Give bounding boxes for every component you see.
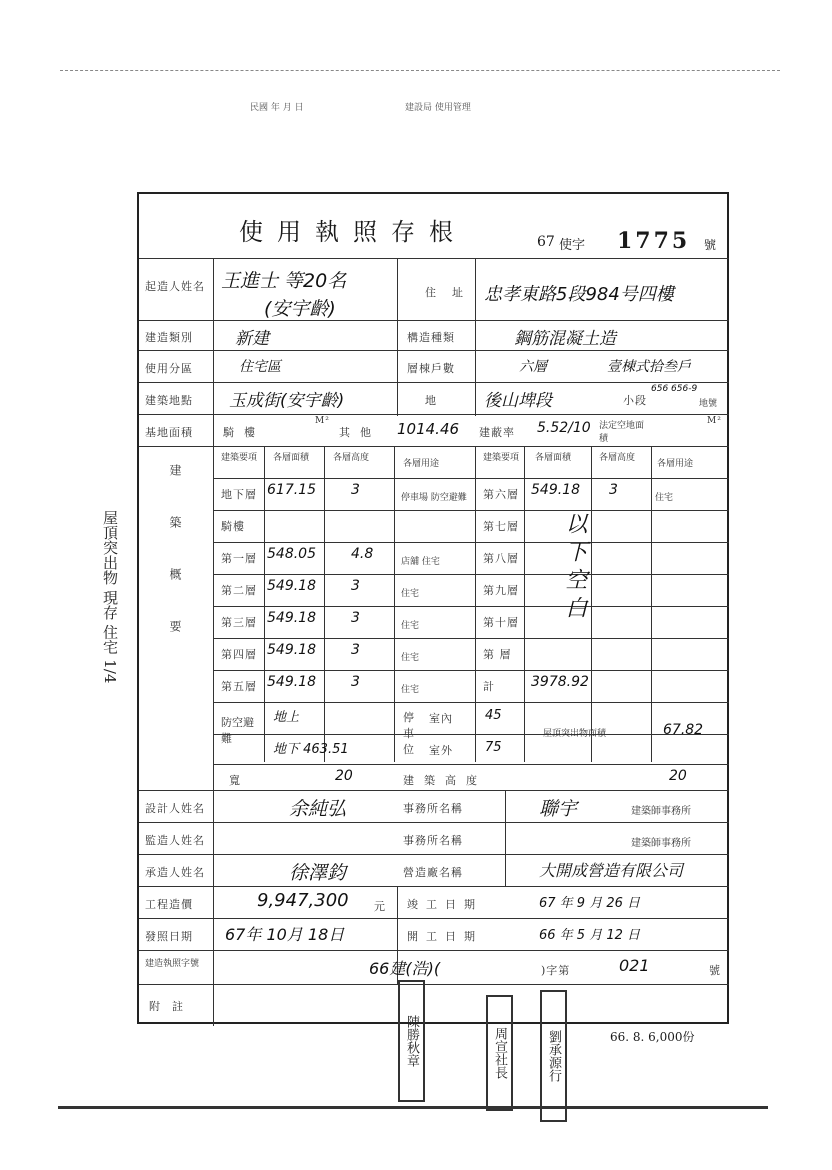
permit-no-suffix: 號 bbox=[709, 964, 721, 977]
floors-value: 六層 bbox=[519, 359, 547, 375]
year-prefix: 67 bbox=[537, 234, 555, 250]
top-scan-line bbox=[60, 70, 780, 71]
floor-use: 停車場 防空避難 bbox=[401, 493, 467, 503]
floor-name: 騎樓 bbox=[221, 520, 245, 533]
blank-note: 以下空白 bbox=[562, 512, 587, 624]
roof-label: 屋頂突出物面積 bbox=[543, 729, 607, 739]
site-label: 建築地點 bbox=[145, 394, 193, 407]
floor-name: 第二層 bbox=[221, 584, 257, 597]
floor-name: 地下層 bbox=[221, 488, 257, 501]
permit-value: 66建(浩)( bbox=[369, 959, 441, 978]
width-value: 20 bbox=[335, 768, 353, 784]
roof-value: 67.82 bbox=[663, 722, 704, 738]
cost-unit: 元 bbox=[374, 900, 386, 913]
seal-2: 周宣社長 bbox=[486, 995, 513, 1111]
floor-name: 第五層 bbox=[221, 680, 257, 693]
site-road: 玉成街(安宇齡) bbox=[229, 391, 345, 411]
build-type-label: 建造類別 bbox=[145, 331, 193, 344]
shelter-value-2: 地下 463.51 bbox=[273, 742, 349, 757]
hdr-use-right: 各層用途 bbox=[657, 459, 694, 469]
lots-suffix: 地號 bbox=[699, 399, 718, 409]
permit-no: 021 bbox=[619, 956, 650, 975]
issue-value: 67年 10月 18日 bbox=[225, 925, 345, 944]
completion-label: 竣工日期 bbox=[407, 898, 483, 911]
shelter-label: 防空避難 bbox=[221, 716, 254, 745]
permit-mid: )字第 bbox=[541, 964, 571, 977]
supervisor-label: 監造人姓名 bbox=[145, 834, 205, 847]
coverage-label: 建蔽率 bbox=[479, 426, 515, 439]
permit-form bbox=[137, 192, 729, 1024]
owner-value-2: (安宇齡) bbox=[264, 298, 336, 320]
top-stamp-left: 民國 年 月 日 bbox=[250, 103, 304, 113]
height-value: 20 bbox=[669, 768, 687, 784]
site-section: 後山埤段 bbox=[484, 391, 552, 411]
hdr-height-left: 各層高度 bbox=[333, 453, 370, 463]
floor-name: 第一層 bbox=[221, 552, 257, 565]
floor-height: 3 bbox=[351, 578, 360, 594]
contractor-firm: 大開成營造有限公司 bbox=[539, 861, 684, 880]
outdoor-label: 室外 bbox=[429, 744, 453, 757]
area-unit-2: M² bbox=[707, 416, 722, 426]
site-lots: 656 656-9 bbox=[651, 384, 698, 394]
cost-label: 工程造價 bbox=[145, 898, 193, 911]
hdr-area-left: 各層面積 bbox=[273, 453, 310, 463]
floor-height: 3 bbox=[351, 674, 360, 690]
floor-use: 住宅 bbox=[401, 653, 420, 663]
cost-value: 9,947,300 bbox=[257, 890, 349, 911]
width-label: 寬 bbox=[229, 774, 241, 787]
hdr-height-right: 各層高度 bbox=[599, 453, 636, 463]
floor-area: 548.05 bbox=[267, 546, 316, 562]
permit-label: 建造執照字號 bbox=[145, 959, 200, 969]
floors-label: 層棟戶數 bbox=[407, 362, 455, 375]
floor-use: 店舖 住宅 bbox=[401, 557, 440, 567]
site-land-label: 地 bbox=[425, 394, 437, 407]
start-value: 66 年 5 月 12 日 bbox=[539, 928, 641, 943]
floor-area: 549.18 bbox=[267, 610, 316, 626]
floor-name: 第三層 bbox=[221, 616, 257, 629]
arcade-label: 騎樓 bbox=[223, 426, 265, 439]
floor-name: 第六層 bbox=[483, 488, 519, 501]
other-label: 其他 bbox=[339, 426, 381, 439]
hdr-area-right: 各層面積 bbox=[535, 453, 572, 463]
floor-use: 住宅 bbox=[401, 589, 420, 599]
small-section-label: 小段 bbox=[623, 394, 647, 407]
form-title: 使用執照存根 bbox=[239, 218, 467, 246]
floor-area: 617.15 bbox=[267, 482, 316, 498]
coverage-value: 5.52/10 bbox=[537, 420, 591, 436]
architect-name: 余純弘 bbox=[289, 798, 347, 820]
structure-value: 鋼筋混凝土造 bbox=[514, 329, 616, 349]
floor-area: 549.18 bbox=[267, 642, 316, 658]
hdr-item-left: 建築要項 bbox=[221, 453, 258, 463]
completion-value: 67 年 9 月 26 日 bbox=[539, 896, 641, 911]
print-code: 66. 8. 6,000份 bbox=[610, 1030, 695, 1044]
floor-height: 3 bbox=[609, 482, 618, 498]
floor-name: 第八層 bbox=[483, 552, 519, 565]
height-label: 建築高度 bbox=[403, 774, 487, 787]
permit-number: 1775 bbox=[617, 228, 691, 254]
units-value: 壹棟式拾叁戶 bbox=[607, 359, 691, 375]
floor-area: 549.18 bbox=[267, 674, 316, 690]
seal-1: 陳勝秋章 bbox=[398, 980, 425, 1102]
supervisor-firm-label: 事務所名稱 bbox=[403, 834, 463, 847]
legal-space-label: 法定空地面積 bbox=[599, 421, 645, 444]
floor-height: 4.8 bbox=[351, 546, 374, 562]
zone-label: 使用分區 bbox=[145, 362, 193, 375]
seal-3: 劉承源行 bbox=[540, 990, 567, 1122]
architect-label: 設計人姓名 bbox=[145, 802, 205, 815]
note-label: 附註 bbox=[149, 1000, 195, 1013]
address-value: 忠孝東路5段984号四樓 bbox=[484, 284, 674, 305]
bottom-scan-line bbox=[58, 1106, 768, 1109]
floor-height: 3 bbox=[351, 610, 360, 626]
hdr-use-left: 各層用途 bbox=[403, 459, 440, 469]
construction-label: 建築概要 bbox=[168, 464, 182, 672]
address-label: 住址 bbox=[425, 286, 479, 299]
floor-use: 住宅 bbox=[401, 685, 420, 695]
issue-label: 發照日期 bbox=[145, 930, 193, 943]
floor-name: 第十層 bbox=[483, 616, 519, 629]
indoor-label: 室內 bbox=[429, 712, 453, 725]
parking-label: 停車位 bbox=[403, 711, 414, 756]
floor-area: 549.18 bbox=[531, 482, 580, 498]
permit-prefix: 使字 bbox=[559, 238, 586, 253]
floor-height: 3 bbox=[351, 642, 360, 658]
floor-use: 住宅 bbox=[401, 621, 420, 631]
floor-height: 3 bbox=[351, 482, 360, 498]
outdoor-value: 75 bbox=[485, 740, 502, 755]
owner-value: 王進士 等20名 bbox=[221, 270, 347, 292]
architect-firm: 聯宇 bbox=[539, 798, 578, 820]
structure-label: 構造種類 bbox=[407, 331, 455, 344]
other-value: 1014.46 bbox=[397, 420, 460, 438]
floor-name: 計 bbox=[483, 680, 495, 693]
floor-name: 第四層 bbox=[221, 648, 257, 661]
contractor-firm-label: 營造廠名稱 bbox=[403, 866, 463, 879]
top-stamp-right: 建設局 使用管理 bbox=[405, 103, 471, 113]
owner-label: 起造人姓名 bbox=[145, 280, 205, 293]
supervisor-firm-suffix: 建築師事務所 bbox=[631, 838, 691, 849]
floor-name: 第九層 bbox=[483, 584, 519, 597]
hdr-item-right: 建築要項 bbox=[483, 453, 520, 463]
area-unit-1: M² bbox=[315, 416, 330, 426]
shelter-value: 地上 bbox=[273, 710, 300, 725]
floor-name: 第 層 bbox=[483, 648, 512, 661]
area-label: 基地面積 bbox=[145, 426, 193, 439]
start-label: 開工日期 bbox=[407, 930, 483, 943]
contractor-name: 徐澤鈞 bbox=[289, 862, 347, 884]
architect-firm-label: 事務所名稱 bbox=[403, 802, 463, 815]
floor-area: 3978.92 bbox=[531, 674, 589, 690]
permit-suffix: 號 bbox=[704, 238, 717, 252]
indoor-value: 45 bbox=[485, 708, 502, 723]
contractor-label: 承造人姓名 bbox=[145, 866, 205, 879]
architect-firm-suffix: 建築師事務所 bbox=[631, 806, 691, 817]
side-note: 屋頂突出物 現存 住宅 1/4 bbox=[101, 510, 119, 684]
floor-name: 第七層 bbox=[483, 520, 519, 533]
build-type-value: 新建 bbox=[235, 329, 269, 349]
floor-area: 549.18 bbox=[267, 578, 316, 594]
zone-value: 住宅區 bbox=[239, 359, 281, 375]
floor-use: 住宅 bbox=[655, 493, 674, 503]
